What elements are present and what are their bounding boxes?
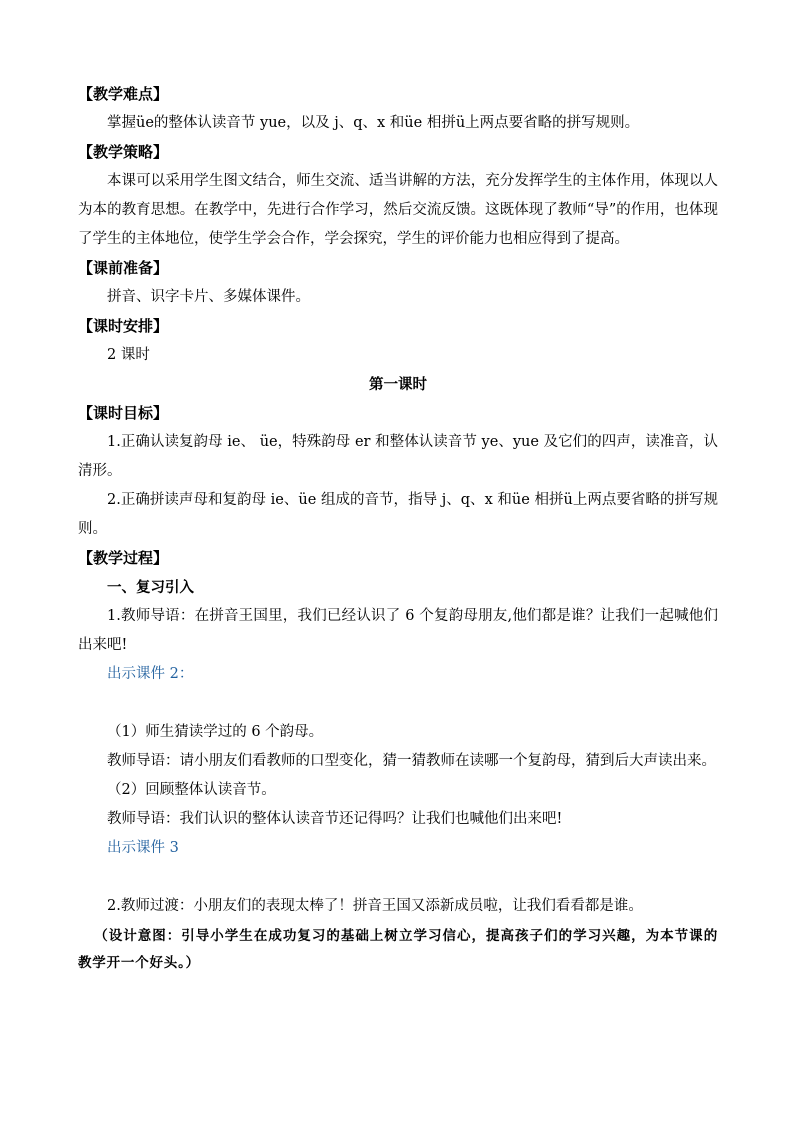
section-review-intro: 一、复习引入 <box>107 579 194 596</box>
teacher-guide-2: 教师导语：我们认识的整体认读音节还记得吗？让我们也喊他们出来吧! <box>107 811 563 827</box>
lesson-title: 第一课时 <box>369 376 427 393</box>
spacer <box>78 863 718 892</box>
goal-item-2: 2.正确拼读声母和复韵母 ie、üe 组成的音节，指导 j、q、x 和üe 相拼ü上两点要省略的拼写规则。 <box>78 492 718 537</box>
step-2: （2）回顾整体认读音节。 <box>107 782 276 798</box>
difficulty-text: 掌握üe的整体认读音节 yue，以及 j、q、x 和üe 相拼ü上两点要省略的拼写规则。 <box>107 115 640 131</box>
process-para-2: 2.教师过渡：小朋友们的表现太棒了！拼音王国又添新成员啦，让我们看看都是谁。 <box>107 898 643 914</box>
document-page <box>78 80 718 977</box>
process-heading: 【教学过程】 <box>78 549 169 567</box>
design-intent-note: （设计意图：引导小学生在成功复习的基础上树立学习信心，提高孩子们的学习兴趣，为本节课的教学开一个好头。） <box>78 928 718 971</box>
strategy-text: 本课可以采用学生图文结合，师生交流、适当讲解的方法，充分发挥学生的主体作用，体现以人为本的教育思想。在教学中，先进行合作学习，然后交流反馈。这既体现了教师“导”的作用，也体现了学生的主体地位，使学生学会合作，学会探究，学生的评价能力也相应得到了提高。 <box>78 173 718 247</box>
slide-2-label: 出示课件 2： <box>107 666 194 682</box>
schedule-heading: 【课时安排】 <box>78 317 169 335</box>
step-1: （1）师生猜读学过的 6 个韵母。 <box>107 724 324 740</box>
schedule-text: 2 课时 <box>107 347 150 363</box>
spacer <box>78 689 718 718</box>
preparation-heading: 【课前准备】 <box>78 259 169 277</box>
teacher-guide-1: 教师导语：请小朋友们看教师的口型变化，猜一猜教师在读哪一个复韵母，猜到后大声读出来。 <box>107 753 716 769</box>
goal-item-1: 1.正确认读复韵母 ie、 üe，特殊韵母 er 和整体认读音节 ye、yue 及它们的四声，读准音，认清形。 <box>78 434 718 479</box>
difficulty-heading: 【教学难点】 <box>78 85 169 103</box>
slide-3-label: 出示课件 3 <box>107 840 179 856</box>
strategy-heading: 【教学策略】 <box>78 143 169 161</box>
goals-heading: 【课时目标】 <box>78 404 169 422</box>
preparation-text: 拼音、识字卡片、多媒体课件。 <box>107 289 310 305</box>
process-para-1: 1.教师导语：在拼音王国里，我们已经认识了 6 个复韵母朋友,他们都是谁？让我们一起喊他们出来吧! <box>78 608 718 653</box>
